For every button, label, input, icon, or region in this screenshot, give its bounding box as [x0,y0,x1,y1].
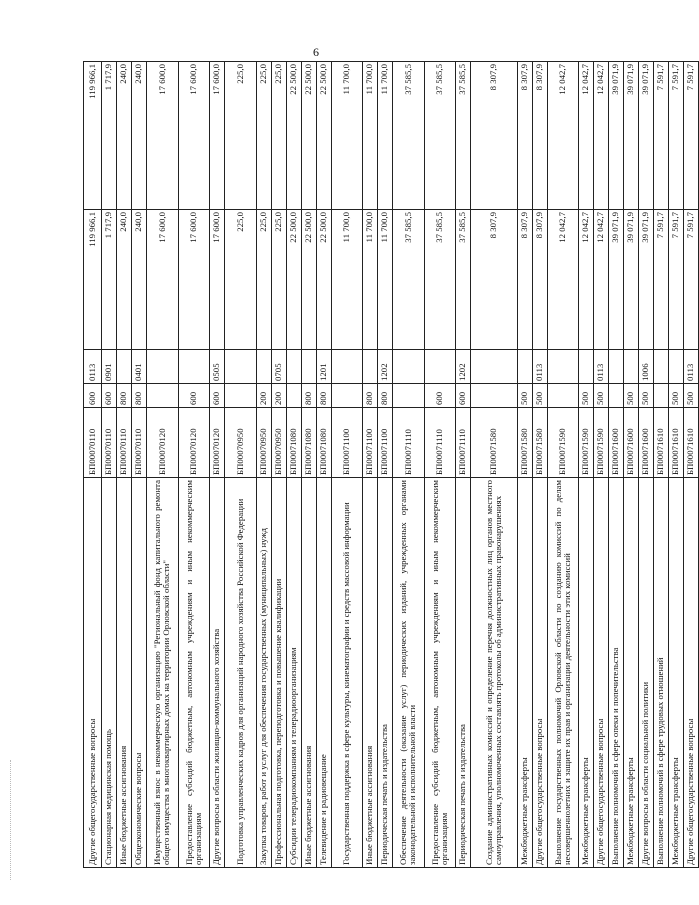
row-amount: 22 500,0 [301,210,316,350]
row-target-code: БП00070110 [132,408,147,478]
table-row [132,62,147,868]
table-row [225,62,257,868]
row-amount: 11 700,0 [331,210,363,350]
row-target-code: БП00070950 [225,408,257,478]
row-target-code: БП00071590 [594,408,609,478]
row-expense-type: 800 [132,384,147,408]
row-amount: 12 042,7 [594,210,609,350]
scan-margin-mark [10,760,13,880]
row-name: Иные бюджетные ассигнования [117,478,132,868]
row-section-code [624,350,639,384]
row-expense-type [609,384,624,408]
row-name: Стационарная медицинская помощь [102,478,117,868]
table-row [378,62,393,868]
row-amount-2: 22 500,0 [301,62,316,210]
row-amount: 119 966,1 [84,210,102,350]
row-amount-2: 11 700,0 [363,62,378,210]
table-row [393,62,425,868]
row-name: Выполнение полномочий в сфере опеки и попечительства [609,478,624,868]
row-amount: 22 500,0 [286,210,301,350]
table-row [654,62,669,868]
row-expense-type [471,384,518,408]
row-amount: 225,0 [271,210,286,350]
budget-table-body [84,62,699,868]
row-name: Предоставление субсидий бюджетным, автономным учреждениям и иным некоммерческим организациям [424,478,456,868]
row-expense-type: 500 [594,384,609,408]
table-row [256,62,271,868]
row-target-code: БП00071610 [654,408,669,478]
row-amount-2: 11 700,0 [331,62,363,210]
table-row [117,62,132,868]
row-section-code [225,350,257,384]
row-section-code: 0901 [102,350,117,384]
table-row [517,62,532,868]
row-expense-type: 600 [178,384,210,408]
row-expense-type [331,384,363,408]
row-amount-2: 11 700,0 [378,62,393,210]
row-section-code: 1202 [456,350,471,384]
row-amount: 12 042,7 [547,210,579,350]
row-expense-type: 200 [271,384,286,408]
row-section-code [301,350,316,384]
row-amount-2: 12 042,7 [594,62,609,210]
row-amount-2: 17 600,0 [178,62,210,210]
row-amount-2: 37 585,5 [393,62,425,210]
row-amount-2: 225,0 [271,62,286,210]
table-row [624,62,639,868]
row-amount-2: 8 307,9 [471,62,518,210]
row-section-code [547,350,579,384]
row-amount: 8 307,9 [532,210,547,350]
row-amount: 17 600,0 [210,210,225,350]
row-section-code [471,350,518,384]
row-name: Иные бюджетные ассигнования [363,478,378,868]
row-amount-2: 240,0 [132,62,147,210]
row-amount: 37 585,5 [424,210,456,350]
row-expense-type: 600 [424,384,456,408]
table-row [471,62,518,868]
row-amount-2: 7 591,7 [684,62,699,210]
row-expense-type: 800 [378,384,393,408]
table-row [271,62,286,868]
row-target-code: БП00071580 [517,408,532,478]
row-name: Субсидии телерадиокомпаниям и телерадиоорганизациям [286,478,301,868]
row-amount: 225,0 [256,210,271,350]
row-expense-type [654,384,669,408]
table-row [178,62,210,868]
row-section-code: 1006 [639,350,654,384]
row-target-code: БП00070950 [271,408,286,478]
row-amount-2: 39 071,9 [639,62,654,210]
table-row [286,62,301,868]
row-target-code: БП00071100 [331,408,363,478]
row-amount-2: 17 600,0 [210,62,225,210]
row-target-code: БП00071600 [624,408,639,478]
row-name: Имущественный взнос в некоммерческую организацию "Региональный фонд капитального ремонта общего имущества в многоквартирных домах на территории Орловской области" [147,478,179,868]
row-section-code [654,350,669,384]
table-row [147,62,179,868]
row-amount-2: 22 500,0 [286,62,301,210]
row-target-code: БП00071580 [471,408,518,478]
row-section-code [424,350,456,384]
row-target-code: БП00070120 [147,408,179,478]
row-target-code: БП00071080 [301,408,316,478]
row-expense-type: 600 [210,384,225,408]
table-row [102,62,117,868]
row-expense-type: 200 [256,384,271,408]
budget-table [83,61,699,868]
row-section-code [669,350,684,384]
row-name: Создание административных комиссий и определение перечня должностных лиц органов местного самоуправления, уполномоченных составлять протоколы об административных правонарушениях [471,478,518,868]
row-name: Другие общегосударственные вопросы [532,478,547,868]
table-row [684,62,699,868]
row-name: Периодическая печать и издательства [378,478,393,868]
row-section-code [256,350,271,384]
row-amount-2: 8 307,9 [517,62,532,210]
rotated-table-wrapper [83,62,696,868]
row-name: Телевидение и радиовещание [316,478,331,868]
row-section-code: 0401 [132,350,147,384]
row-expense-type: 600 [102,384,117,408]
row-target-code: БП00071100 [378,408,393,478]
table-row [547,62,579,868]
row-target-code: БП00071580 [532,408,547,478]
row-amount-2: 12 042,7 [579,62,594,210]
table-row [639,62,654,868]
row-amount: 12 042,7 [579,210,594,350]
row-target-code: БП00070110 [117,408,132,478]
row-name: Другие вопросы в области жилищно-коммунального хозяйства [210,478,225,868]
row-target-code: БП00070120 [210,408,225,478]
row-target-code: БП00071590 [579,408,594,478]
row-amount: 17 600,0 [178,210,210,350]
row-section-code [286,350,301,384]
row-amount: 1 717,9 [102,210,117,350]
row-amount: 7 591,7 [654,210,669,350]
row-section-code: 1201 [316,350,331,384]
row-expense-type [547,384,579,408]
row-amount-2: 12 042,7 [547,62,579,210]
row-amount-2: 7 591,7 [669,62,684,210]
row-name: Периодическая печать и издательства [456,478,471,868]
row-expense-type [393,384,425,408]
row-amount: 39 071,9 [639,210,654,350]
row-amount: 11 700,0 [363,210,378,350]
row-amount-2: 225,0 [225,62,257,210]
row-target-code: БП00070110 [102,408,117,478]
row-target-code: БП00071610 [684,408,699,478]
row-expense-type: 500 [639,384,654,408]
row-expense-type: 800 [301,384,316,408]
row-expense-type: 800 [363,384,378,408]
row-name: Профессиональная подготовка, переподготовка и повышение квалификации [271,478,286,868]
row-amount-2: 22 500,0 [316,62,331,210]
row-name: Межбюджетные трансферты [579,478,594,868]
row-section-code [363,350,378,384]
table-row [84,62,102,868]
table-row [594,62,609,868]
row-expense-type: 600 [84,384,102,408]
row-name: Другие общегосударственные вопросы [84,478,102,868]
row-amount: 39 071,9 [609,210,624,350]
row-expense-type [286,384,301,408]
row-amount-2: 39 071,9 [609,62,624,210]
table-row [331,62,363,868]
row-name: Подготовка управленческих кадров для организаций народного хозяйства Российской Федерации [225,478,257,868]
row-expense-type: 500 [532,384,547,408]
row-amount-2: 39 071,9 [624,62,639,210]
row-section-code: 0113 [594,350,609,384]
row-name: Другие вопросы в области социальной политики [639,478,654,868]
row-name: Закупка товаров, работ и услуг для обеспечения государственных (муниципальных) нужд [256,478,271,868]
row-name: Межбюджетные трансферты [624,478,639,868]
row-amount-2: 119 966,1 [84,62,102,210]
row-amount: 240,0 [132,210,147,350]
row-name: Иные бюджетные ассигнования [301,478,316,868]
row-name: Выполнение государственных полномочий Орловской области по созданию комиссий по делам несовершеннолетних и защите их прав и организации деятельности этих комиссий [547,478,579,868]
row-name: Другие общегосударственные вопросы [684,478,699,868]
row-amount: 11 700,0 [378,210,393,350]
table-row [609,62,624,868]
row-expense-type: 800 [316,384,331,408]
row-expense-type: 500 [579,384,594,408]
row-name: Обеспечение деятельности (оказание услуг) периодических изданий, учрежденных органами законодательной и исполнительной власти [393,478,425,868]
table-row [669,62,684,868]
row-section-code: 0505 [210,350,225,384]
row-expense-type: 500 [624,384,639,408]
row-target-code: БП00071100 [363,408,378,478]
row-section-code [117,350,132,384]
row-amount: 7 591,7 [669,210,684,350]
row-target-code: БП00071080 [286,408,301,478]
table-row [456,62,471,868]
page-number: 6 [313,45,319,59]
row-amount: 39 071,9 [624,210,639,350]
row-target-code: БП00071110 [393,408,425,478]
row-name: Другие общегосударственные вопросы [594,478,609,868]
row-target-code: БП00071110 [456,408,471,478]
row-target-code: БП00071590 [547,408,579,478]
table-row [579,62,594,868]
row-amount-2: 225,0 [256,62,271,210]
row-target-code: БП00071600 [639,408,654,478]
row-section-code [609,350,624,384]
row-target-code: БП00070110 [84,408,102,478]
row-amount-2: 17 600,0 [147,62,179,210]
row-expense-type: 500 [669,384,684,408]
row-amount-2: 1 717,9 [102,62,117,210]
row-target-code: БП00071610 [669,408,684,478]
row-section-code: 1202 [378,350,393,384]
row-expense-type [147,384,179,408]
row-name: Межбюджетные трансферты [517,478,532,868]
row-amount: 17 600,0 [147,210,179,350]
row-target-code: БП00071600 [609,408,624,478]
row-amount: 22 500,0 [316,210,331,350]
table-row [363,62,378,868]
row-amount-2: 37 585,5 [456,62,471,210]
row-amount: 8 307,9 [517,210,532,350]
row-amount-2: 240,0 [117,62,132,210]
table-row [210,62,225,868]
row-name: Общеэкономические вопросы [132,478,147,868]
row-amount-2: 8 307,9 [532,62,547,210]
row-section-code: 0113 [532,350,547,384]
row-section-code: 0705 [271,350,286,384]
row-target-code: БП00071110 [424,408,456,478]
row-amount-2: 37 585,5 [424,62,456,210]
row-section-code [517,350,532,384]
row-section-code [178,350,210,384]
row-section-code [147,350,179,384]
row-section-code: 0113 [84,350,102,384]
row-amount: 8 307,9 [471,210,518,350]
row-target-code: БП00071080 [316,408,331,478]
row-section-code [393,350,425,384]
row-section-code: 0113 [684,350,699,384]
row-target-code: БП00070120 [178,408,210,478]
row-expense-type: 600 [456,384,471,408]
row-name: Межбюджетные трансферты [669,478,684,868]
row-name: Выполнение полномочий в сфере трудовых отношений [654,478,669,868]
table-row [316,62,331,868]
row-amount: 37 585,5 [456,210,471,350]
row-name: Государственная поддержка в сфере культуры, кинематографии и средств массовой информации [331,478,363,868]
table-row [424,62,456,868]
table-row [532,62,547,868]
row-name: Предоставление субсидий бюджетным, автономным учреждениям и иным некоммерческим организациям [178,478,210,868]
table-row [301,62,316,868]
row-amount: 37 585,5 [393,210,425,350]
row-expense-type: 500 [684,384,699,408]
row-section-code [579,350,594,384]
row-section-code [331,350,363,384]
row-target-code: БП00070950 [256,408,271,478]
row-expense-type: 500 [517,384,532,408]
row-amount: 240,0 [117,210,132,350]
row-expense-type: 800 [117,384,132,408]
row-amount-2: 7 591,7 [654,62,669,210]
row-amount: 225,0 [225,210,257,350]
row-expense-type [225,384,257,408]
row-amount: 7 591,7 [684,210,699,350]
